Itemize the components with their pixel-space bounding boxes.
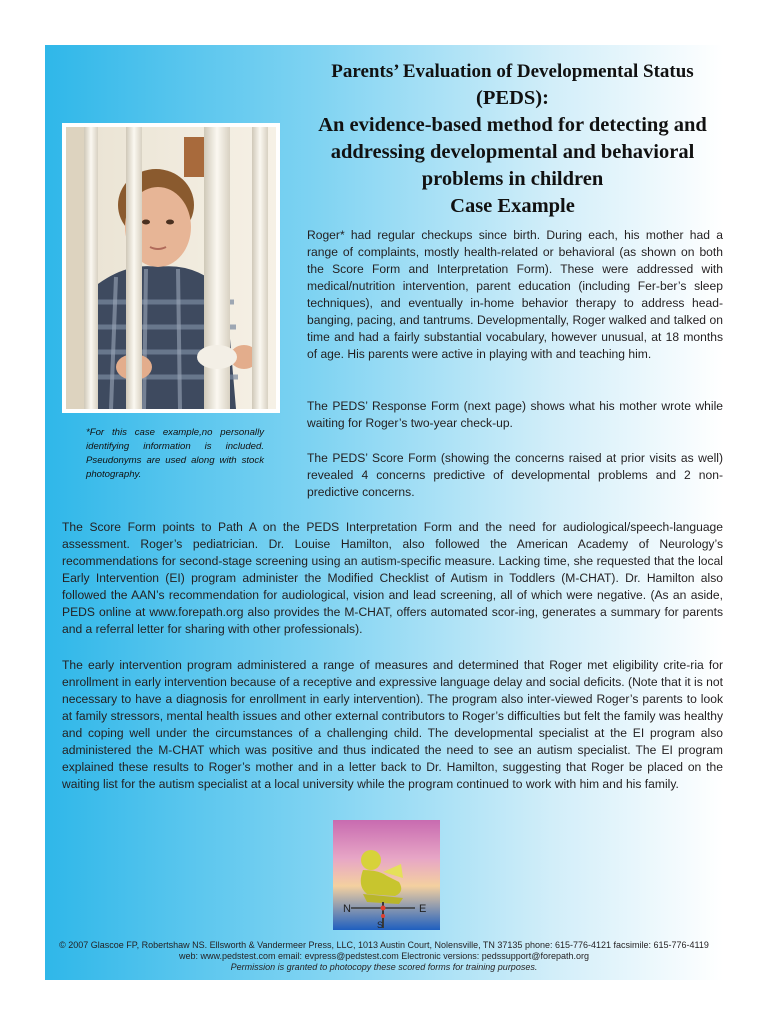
title-line-2: (PEDS): bbox=[476, 87, 549, 109]
paragraph-response-form: The PEDS’ Response Form (next page) shows what his mother wrote while waiting for Roger’s two-year check-up. bbox=[307, 399, 723, 430]
title-line-3: An evidence-based method for detecting and bbox=[318, 114, 707, 136]
logo-letter-e: E bbox=[419, 903, 427, 915]
title-line-5: problems in children bbox=[421, 168, 604, 190]
title-line-6: Case Example bbox=[450, 195, 575, 217]
footer-contact: web: www.pedstest.com email: evpress@pedstest.com Electronic versions: pedssupport@forepath.org bbox=[179, 951, 589, 961]
footer-copyright: © 2007 Glascoe FP, Robertshaw NS. Ellsworth & Vandermeer Press, LLC, 1013 Austin Court, Nolensville, TN 37135 phone: 615-776-4121 facsimile: 615-776-4119 bbox=[59, 940, 709, 950]
logo-letter-n: N bbox=[343, 903, 351, 915]
title-line-1: Parents’ Evaluation of Developmental Status bbox=[331, 61, 694, 82]
footer-permission: Permission is granted to photocopy these scored forms for training purposes. bbox=[230, 962, 538, 972]
peds-logo bbox=[333, 820, 440, 930]
photo-caption: *For this case example,no personally identifying information is included. Pseudonyms are used along with stock photography. bbox=[86, 427, 264, 480]
page-footer bbox=[0, 940, 768, 973]
reading-child-weathervane-icon bbox=[333, 820, 440, 930]
paragraph-score-form: The PEDS’ Score Form (showing the concerns raised at prior visits as well) revealed 4 concerns predictive of developmental problems and 2 non-predictive concerns. bbox=[307, 451, 723, 499]
paragraph-early-intervention: The early intervention program administered a range of measures and determined that Roger met eligibility crite-ria for enrollment in early intervention because of a receptive and expressive language delay and social deficits. (Note that it is not necessary to have a diagnosis for enrollment in early intervention). The program also inter-viewed Roger’s parents to look at family stressors, mental health issues and other external contributors to Roger’s difficulties but felt the family was healthy and coping well under the circumstances of a challenging child. The developmental specialist at the EI program also administered the M-CHAT which was positive and thus indicated the need to see an autism specialist. The EI program explained these results to Roger’s mother and in a letter back to Dr. Hamilton, suggesting that Roger be placed on the waiting list for the autism specialist at a local university while the program continued to work with him and his family. bbox=[62, 658, 723, 791]
child-photo bbox=[62, 123, 280, 413]
page-title bbox=[300, 58, 725, 220]
logo-letter-s: S bbox=[377, 920, 384, 930]
paragraph-case-intro: Roger* had regular checkups since birth. During each, his mother had a range of complaints, mostly health-related or behavioral (as shown on both the Score Form and Interpretation Form). These were addressed with medical/nutrition intervention, parent education (including Fer-ber’s sleep techniques), and eventually in-home behavior therapy to address head-banging, pacing, and tantrums. Developmentally, Roger walked and talked on time and had a fairly substantial vocabulary, however unusual, at 18 months of age. His parents were active in playing with and teaching him. bbox=[307, 228, 723, 361]
title-line-4: addressing developmental and behavioral bbox=[330, 141, 695, 163]
child-behind-railing-icon bbox=[66, 127, 276, 409]
paragraph-path-a: The Score Form points to Path A on the PEDS Interpretation Form and the need for audiological/speech-language assessment. Roger’s pediatrician. Dr. Louise Hamilton, also followed the American Academy of Neurology’s recommendations for second-stage screening using an autism-specific measure. Lacking time, she requested that the local Early Intervention (EI) program administer the Modified Checklist of Autism in Toddlers (M-CHAT). Dr. Hamilton also followed the AAN’s recommendation for audiological, vision and lead screening, all of which were negative. (As an aside, PEDS online at www.forepath.org also provides the M-CHAT, offers automated scor-ing, generates a summary for parents and a referral letter for sharing with other professionals). bbox=[62, 520, 723, 636]
